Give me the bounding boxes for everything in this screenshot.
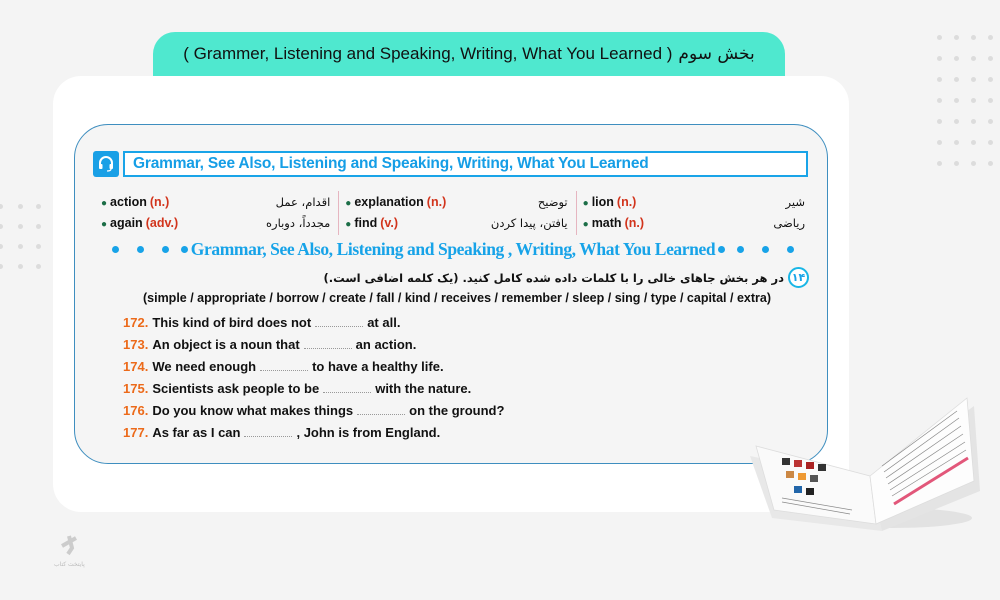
decorative-dots-left [0,204,54,269]
vocab-row: ● find (v.) یافتن، پیدا کردن [345,215,568,230]
vocab-row: ● again (adv.) مجدداً، دوباره [101,215,331,230]
brand-logo [54,534,84,568]
vocab-row: ● lion (n.) شیر [582,194,805,209]
vocab-row: ● math (n.) ریاضی [582,215,805,230]
instruction-text: در هر بخش جاهای خالی را با کلمات داده شده کامل کنید. (یک کلمه اضافی است.) [323,270,784,285]
answer-blank[interactable] [304,339,352,349]
exercise-item: 176. Do you know what makes things on the ground? [123,402,505,418]
answer-blank[interactable] [244,427,292,437]
exercise-item: 174. We need enough to have a healthy life. [123,358,444,374]
answer-blank[interactable] [323,383,371,393]
exercise-item: 173. An object is a noun that an action. [123,336,417,352]
exercise-item: 175. Scientists ask people to be with the nature. [123,380,472,396]
logo-icon [54,534,84,556]
grammar-banner [91,237,815,261]
headset-icon [93,151,119,177]
exercise-item: 172. This kind of bird does not at all. [123,314,401,330]
answer-blank[interactable] [315,317,363,327]
exercise-item: 177. As far as I can , John is from England. [123,424,441,440]
answer-blank[interactable] [357,405,405,415]
decorative-dots-right [937,35,1000,166]
worksheet-page [74,124,828,464]
vocab-column [101,191,338,235]
exercise-list [123,311,504,443]
word-bank: (simple / appropriate / borrow / create / fall / kind / receives / remember / sleep / sing / type / capital / extra) [142,291,771,305]
banner-text: Grammar, See Also, Listening and Speaking , Writing, What You Learned [190,238,716,259]
question-number: ۱۴ [788,267,809,288]
vocab-row: ● action (n.) اقدام، عمل [101,194,331,209]
section-title-fa: بخش سوم [678,44,755,64]
answer-blank[interactable] [260,361,308,371]
vocab-row: ● explanation (n.) توضیح [345,194,568,209]
open-book-image [742,386,982,536]
logo-text: پایتخت کتاب [54,561,85,568]
section-header-title: Grammar, See Also, Listening and Speaking, Writing, What You Learned [123,151,808,177]
vocab-column [338,191,575,235]
section-header [93,151,808,177]
section-title-en: ( Grammer, Listening and Speaking, Writing, What You Learned ) [183,44,673,63]
vocab-column [576,191,813,235]
section-title [153,32,785,76]
vocabulary-table [101,191,813,235]
question-instruction [324,267,809,288]
